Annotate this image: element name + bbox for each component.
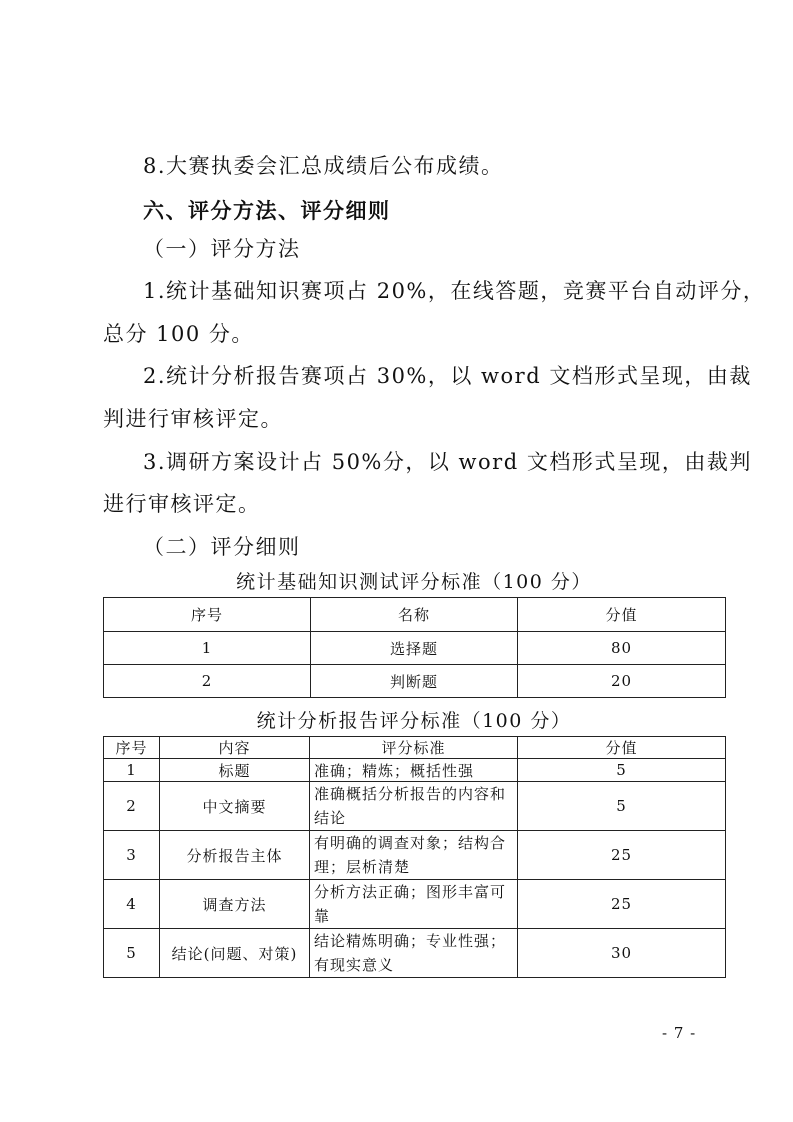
table1-cell-name: 判断题 [311, 665, 518, 698]
table2-header-index: 序号 [104, 737, 160, 759]
table2-cell-index: 3 [104, 831, 160, 880]
scoring-item-3-line-1: 3.调研方案设计占 50%分，以 word 文档形式呈现，由裁判 [143, 450, 752, 474]
table2-cell-content: 结论(问题、对策) [160, 929, 310, 978]
table1-cell-index: 1 [104, 632, 311, 665]
scoring-item-2-line-2: 判进行审核评定。 [103, 407, 283, 431]
table2-header-content: 内容 [160, 737, 310, 759]
table2-cell-score: 25 [518, 880, 726, 929]
table2-cell-criteria: 分析方法正确；图形丰富可靠 [310, 880, 518, 929]
subheading-scoring-details: （二）评分细则 [143, 535, 301, 559]
table2-cell-score: 5 [518, 759, 726, 782]
scoring-item-2-line-1: 2.统计分析报告赛项占 30%，以 word 文档形式呈现，由裁 [143, 364, 752, 388]
scoring-item-1-line-1: 1.统计基础知识赛项占 20%，在线答题，竞赛平台自动评分， [143, 279, 766, 303]
table-row [104, 831, 726, 880]
subheading-scoring-method: （一）评分方法 [143, 237, 301, 261]
table2-cell-index: 5 [104, 929, 160, 978]
table1-caption: 统计基础知识测试评分标准（100 分） [236, 571, 592, 593]
scoring-item-3-line-2: 进行审核评定。 [103, 492, 261, 516]
table2-cell-index: 2 [104, 782, 160, 831]
table2-header-row [104, 737, 726, 759]
table1-cell-score: 80 [518, 632, 726, 665]
table2-cell-score: 25 [518, 831, 726, 880]
table2-cell-content: 标题 [160, 759, 310, 782]
page-number: - 7 - [662, 1024, 697, 1042]
table2-cell-criteria: 准确概括分析报告的内容和结论 [310, 782, 518, 831]
table1-cell-name: 选择题 [311, 632, 518, 665]
table2-cell-criteria: 结论精炼明确；专业性强；有现实意义 [310, 929, 518, 978]
table2-cell-index: 4 [104, 880, 160, 929]
scoring-item-1-line-2: 总分 100 分。 [103, 322, 254, 346]
table-basic-knowledge-scoring [103, 597, 726, 698]
table2-cell-index: 1 [104, 759, 160, 782]
table-row [104, 759, 726, 782]
table2-cell-score: 5 [518, 782, 726, 831]
table-row [104, 665, 726, 698]
table1-cell-score: 20 [518, 665, 726, 698]
section-heading-6: 六、评分方法、评分细则 [143, 199, 391, 223]
table1-header-row [104, 598, 726, 632]
table-row [104, 929, 726, 978]
table2-header-criteria: 评分标准 [310, 737, 518, 759]
table1-header-index: 序号 [104, 598, 311, 632]
table2-cell-content: 中文摘要 [160, 782, 310, 831]
table2-cell-criteria: 准确；精炼；概括性强 [310, 759, 518, 782]
table-row [104, 632, 726, 665]
table2-header-score: 分值 [518, 737, 726, 759]
table1-header-score: 分值 [518, 598, 726, 632]
table2-cell-content: 调查方法 [160, 880, 310, 929]
table2-caption: 统计分析报告评分标准（100 分） [256, 710, 572, 732]
table1-header-name: 名称 [311, 598, 518, 632]
table-row [104, 782, 726, 831]
paragraph-item-8: 8.大赛执委会汇总成绩后公布成绩。 [143, 154, 504, 178]
table2-cell-criteria: 有明确的调查对象；结构合理；层析清楚 [310, 831, 518, 880]
table1-cell-index: 2 [104, 665, 311, 698]
table2-cell-content: 分析报告主体 [160, 831, 310, 880]
table-analysis-report-scoring [103, 736, 726, 978]
table2-cell-score: 30 [518, 929, 726, 978]
table-row [104, 880, 726, 929]
